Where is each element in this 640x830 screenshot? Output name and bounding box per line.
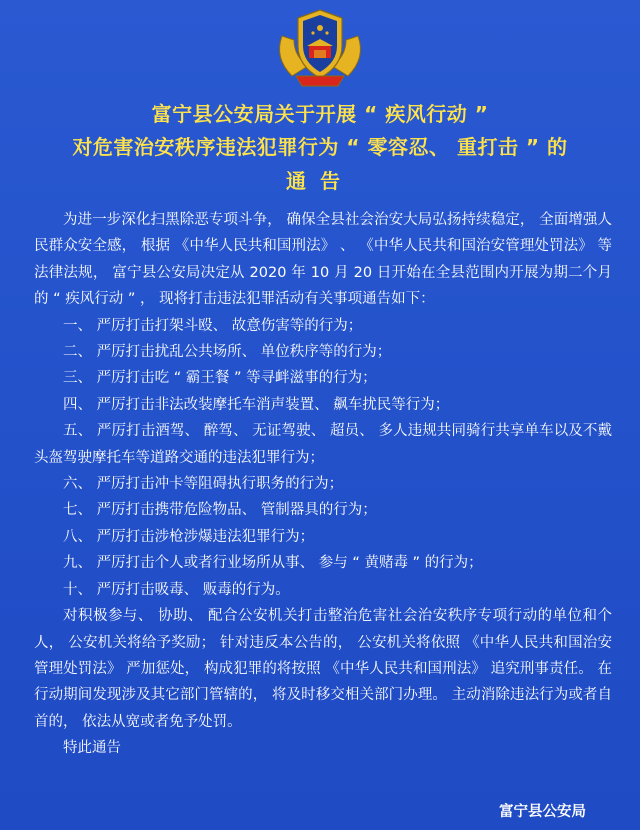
list-item: 七、 严厉打击携带危险物品、 管制器具的行为； [63,502,377,519]
list-item: 八、 严厉打击涉枪涉爆违法犯罪行为； [63,528,315,545]
police-emblem-icon [272,6,368,90]
intro-paragraph: 为进一步深化扫黑除恶专项斗争， 确保全县社会治安大局弘扬持续稳定， 全面增强人民群众安全感， 根据 《中华人民共和国刑法》 、 《中华人民共和国治安管理处罚法》 等法律法规， 富宁县公安局决定从 2020 年 10 月 20 日开始在全县范围内开展为期二个月的 “ 疾风行动 ” ， 现将打击违法犯罪活动有关事项通告如下： [34,212,612,308]
list-item: 十、 严厉打击吸毒、 贩毒的行为。 [63,581,290,598]
notice-title-line2: 对危害治安秩序违法犯罪行为 “ 零容忍、 重打击 ” 的 [72,135,568,159]
list-item: 一、 严厉打击打架斗殴、 故意伤害等的行为； [63,317,363,334]
notice-body [34,207,612,762]
signature: 富宁县公安局 [499,804,586,820]
closing-paragraph: 对积极参与、 协助、 配合公安机关打击整治危害社会治安秩序专项行动的单位和个人， 公安机关将给予奖励； 针对违反本公告的， 公安机关将依照 《中华人民共和国治安管理处罚法》 严加惩处， 构成犯罪的将按照 《中华人民共和国刑法》 追究刑事责任。 在行动期间发现涉及其它部门管辖的， 将及时移交相关部门办理。 主动消除违法行为或者自首的， 依法从宽或者免予处罚。 [34,608,612,730]
end-note: 特此通告 [63,740,121,757]
list-item: 三、 严厉打击吃 “ 霸王餐 ” 等寻衅滋事的行为； [63,370,377,387]
notice-title-line1: 富宁县公安局关于开展 “ 疾风行动 ” [151,102,489,126]
list-item: 四、 严厉打击非法改装摩托车消声装置、 飙车扰民等行为； [63,396,450,413]
list-item: 二、 严厉打击扰乱公共场所、 单位秩序等的行为； [63,344,392,361]
list-item: 九、 严厉打击个人或者行业场所从事、 参与 “ 黄赌毒 ” 的行为； [63,555,483,572]
list-item: 五、 严厉打击酒驾、 醉驾、 无证驾驶、 超员、 多人违规共同骑行共享单车以及不戴头盔驾驶摩托车等道路交通的违法犯罪行为； [34,423,612,466]
list-item: 六、 严厉打击冲卡等阻碍执行职务的行为； [63,476,344,493]
notice-title-line3: 通告 [286,169,354,193]
